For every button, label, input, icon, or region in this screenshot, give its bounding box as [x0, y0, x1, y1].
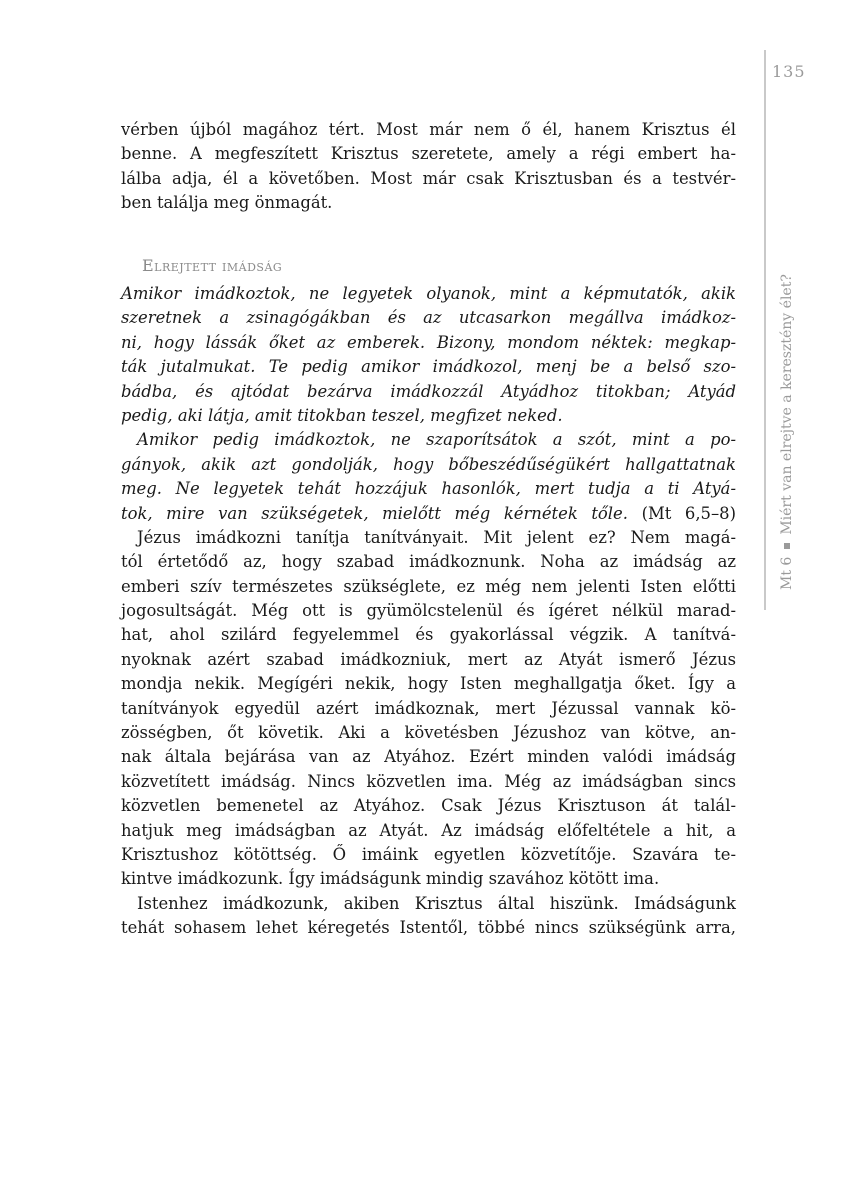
text-line: vérben újból magához tért. Most már nem ő él, hanem Krisztus él	[121, 120, 736, 139]
text-line: Amikor imádkoztok, ne legyetek olyanok, mint a képmutatók, akik	[121, 284, 736, 303]
text-line: emberi szív természetes szükséglete, ez még nem jelenti Isten előtti	[121, 576, 736, 596]
text-line: hatjuk meg imádságban az Atyát. Az imádság előfeltétele a hit, a	[121, 820, 736, 840]
text-line: nak általa bejárása van az Atyához. Ezért minden valódi imádság	[121, 747, 736, 767]
text-line: bádba, és ajtódat bezárva imádkozzál Atyádhoz titokban; Atyád	[121, 381, 736, 401]
text-line: ni, hogy lássák őket az emberek. Bizony, mondom néktek: megkap-	[121, 332, 736, 352]
text-line: meg. Ne legyetek tehát hozzájuk hasonlók, mert tudja a ti Atyá-	[121, 479, 736, 499]
margin-rule	[764, 50, 766, 610]
text-line: gányok, akik azt gondolják, hogy bőbeszédűségükért hallgattatnak	[121, 454, 736, 474]
text-line: Istenhez imádkozunk, akiben Krisztus által hiszünk. Imádságunk	[137, 893, 736, 913]
square-bullet-icon	[784, 543, 790, 549]
text-line: zösségben, őt követik. Aki a követésben Jézushoz van kötve, an-	[121, 723, 736, 743]
body-paragraph-1	[121, 526, 736, 892]
body-paragraph-2	[121, 892, 736, 941]
text-line: mondja nekik. Megígéri nekik, hogy Isten meghallgatja őket. Így a	[121, 674, 736, 694]
running-head-title: Miért van elrejtve a keresztény élet?	[779, 274, 795, 535]
text-line: pedig, aki látja, amit titokban teszel, megfizet neked.	[121, 405, 563, 425]
page-number: 135	[772, 62, 806, 81]
text-line: ták jutalmukat. Te pedig amikor imádkozol, menj be a belső szo-	[121, 357, 736, 377]
running-head-chapter: Mt 6	[779, 556, 795, 590]
text-line: hat, ahol szilárd fegyelemmel és gyakorlással végzik. A tanítvá-	[121, 625, 736, 645]
running-head	[779, 274, 795, 590]
text-line: szeretnek a zsinagógákban és az utcasarkon megállva imádkoz-	[121, 308, 736, 328]
text-line: tehát sohasem lehet kéregetés Istentől, többé nincs szükségünk arra,	[121, 918, 736, 938]
text-line: kintve imádkozunk. Így imádságunk mindig szavához kötött ima.	[121, 869, 660, 889]
text-line: benne. A megfeszített Krisztus szeretete, amely a régi embert ha-	[121, 144, 736, 164]
text-line: lálba adja, él a követőben. Most már csak Krisztusban és a testvér-	[121, 168, 736, 188]
text-line: jogosultságát. Még ott is gyümölcstelenül és ígéret nélkül marad-	[121, 601, 736, 621]
section-heading: Elrejtett imádság	[142, 256, 283, 275]
text-line: közvetített imádság. Nincs közvetlen ima. Még az imádságban sincs	[121, 771, 736, 791]
text-line: ben találja meg önmagát.	[121, 193, 333, 213]
text-line	[121, 502, 736, 526]
intro-paragraph	[121, 118, 736, 216]
text-line: tól értetődő az, hogy szabad imádkoznunk. Noha az imádság az	[121, 552, 736, 572]
main-text	[121, 282, 736, 941]
text-line: Krisztushoz kötöttség. Ő imáink egyetlen közvetítője. Szavára te-	[121, 844, 736, 864]
text-line: Jézus imádkozni tanítja tanítványait. Mit jelent ez? Nem magá-	[137, 527, 736, 547]
quote-paragraph-1	[121, 282, 736, 428]
text-line: közvetlen bemenetel az Atyához. Csak Jézus Krisztuson át talál-	[121, 796, 736, 816]
quote-paragraph-2	[121, 428, 736, 526]
quote-last-line: tok, mire van szükségetek, mielőtt még kérnétek tőle.	[121, 503, 628, 523]
quote-reference: (Mt 6,5–8)	[641, 503, 737, 523]
text-line: Amikor pedig imádkoztok, ne szaporítsátok a szót, mint a po-	[137, 430, 736, 450]
text-line: nyoknak azért szabad imádkozniuk, mert az Atyát ismerő Jézus	[121, 649, 736, 669]
text-line: tanítványok egyedül azért imádkoznak, mert Jézussal vannak kö-	[121, 698, 736, 718]
